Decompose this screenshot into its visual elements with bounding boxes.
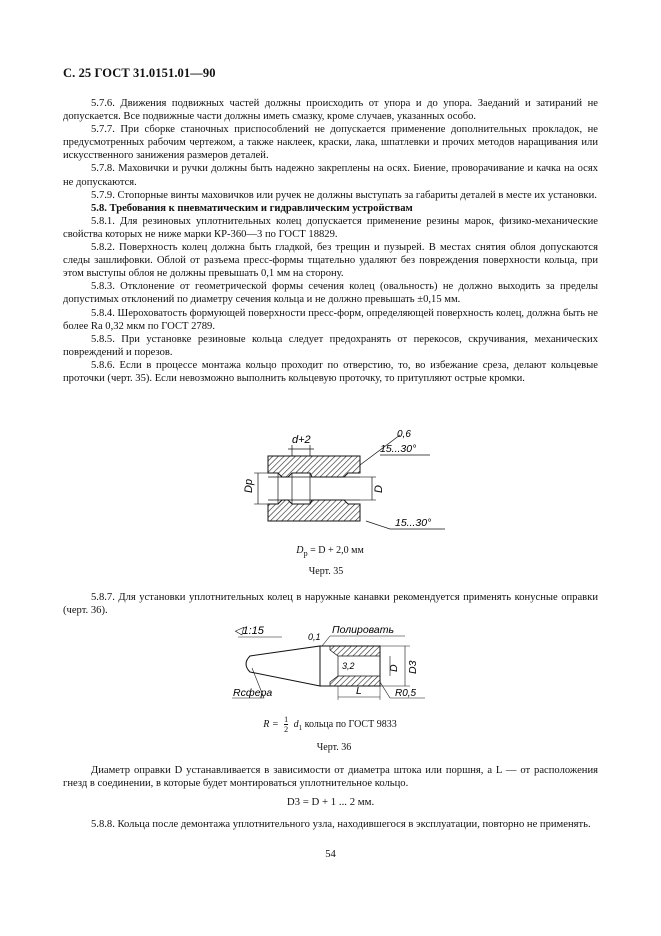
fig35-label-d2: d+2 [292, 434, 311, 446]
fig35-formula-rest: = D + 2,0 мм [310, 545, 364, 556]
fig35-label-angle-top: 15...30° [380, 443, 417, 455]
fig35-formula-d: D [296, 545, 304, 556]
paragraph-5-8-1: 5.8.1. Для резиновых уплотнительных колец допускается применение резины марок, физико-механические свойства которых не ниже марки КР-360—3 по ГОСТ 18829. [63, 215, 598, 240]
fig36-label-polish: Полировать [332, 624, 395, 636]
paragraph-5-8-8: 5.8.8. Кольца после демонтажа уплотнительного узла, находившегося в эксплуатации, повторно не применять. [91, 819, 591, 830]
fig35-label-d: D [373, 485, 385, 493]
fig35-label-r06: 0,6 [397, 429, 411, 440]
paragraph-5-7-9: 5.7.9. Стопорные винты маховичков или ручек не должны выступать за габариты деталей в месте их установки. [91, 189, 597, 201]
fig36-label-d: D [388, 664, 400, 672]
paragraph-5-8-2: 5.8.2. Поверхность колец должна быть гладкой, без трещин и пузырей. В местах снятия облоя допускаются следы зашлифовки. Облой от разъема пресс-формы тщательно удаляют без повреждения поверхности кольца, при этом выступы облоя не должны превышать 0,1 мм на сторону. [63, 242, 598, 280]
paragraph-diameter: Диаметр оправки D устанавливается в зависимости от диаметра штока или поршня, а L — от расположения гнезд в соединении, в которые будет монтироваться уплотнительное кольцо. [63, 765, 598, 790]
fig35-formula [180, 545, 480, 558]
paragraph-5-8-6: 5.8.6. Если в процессе монтажа кольцо проходит по отверстию, то, во избежание среза, делают кольцевые проточки (черт. 35). Если невозможно выполнить кольцевую проточку, то притупляют острые кромки. [63, 359, 598, 384]
fig36-formula-d: d [293, 718, 299, 730]
fig36-label-d3: D3 [407, 660, 419, 674]
fig35-label-angle-bottom: 15...30° [395, 517, 432, 529]
figure-36-drawing [230, 620, 460, 710]
main-text [63, 97, 598, 385]
paragraph-5-8-7-block [63, 591, 598, 617]
paragraph-5-8-3: 5.8.3. Отклонение от геометрической формы сечения колец (овальность) не должно выходить за пределы допустимых отклонений по диаметру сечения кольца и не должно превышать ±0,15 мм. [63, 281, 598, 306]
fig35-formula-sub: р [303, 549, 308, 558]
formula-d3: D3 = D + 1 ... 2 мм. [286, 796, 375, 808]
figure-35-drawing [230, 425, 450, 540]
fig36-formula-rest: кольца по ГОСТ 9833 [304, 718, 397, 730]
fig36-formula-den: 2 [284, 725, 289, 734]
paragraph-5-8-7: 5.8.7. Для установки уплотнительных колец в наружные канавки рекомендуется применять конусные оправки (черт. 36). [63, 592, 598, 617]
paragraph-5-7-7: 5.7.7. При сборке станочных приспособлений не допускается применение дополнительных прокладок, не предусмотренных рабочим чертежом, а также наклеек, краски, лака, шпатлевки и прочих методов наращивания или искусственного занижения размеров деталей. [63, 124, 598, 162]
fig36-label-rsphere: Rсфера [233, 687, 273, 699]
fig36-label-l: L [356, 685, 362, 697]
fig36-formula-r: R = [263, 718, 279, 730]
fig36-label-r05: R0,5 [395, 688, 417, 699]
fig35-label-dp: Dр [243, 478, 255, 493]
fig36-formula [180, 715, 480, 734]
paragraph-diameter-block [63, 764, 598, 790]
page-header: С. 25 ГОСТ 31.0151.01—90 [63, 66, 216, 80]
fig36-label-32: 3,2 [342, 661, 355, 671]
paragraph-5-8-5: 5.8.5. При установке резиновые кольца следует предохранять от перекосов, скручивания, механических повреждений и порезов. [63, 333, 598, 358]
section-heading-5-8: 5.8. Требования к пневматическим и гидравлическим устройствам [91, 202, 413, 214]
fig36-formula-sub: 1 [298, 723, 303, 732]
fig36-label-01: 0,1 [308, 632, 321, 642]
paragraph-5-7-8: 5.7.8. Маховички и ручки должны быть надежно закреплены на осях. Биение, проворачивание и качка на осях не допускаются. [63, 163, 598, 188]
fig36-caption: Черт. 36 [316, 742, 352, 753]
fig36-label-taper: ◁1:15 [234, 625, 264, 637]
paragraph-5-7-6: 5.7.6. Движения подвижных частей должны происходить от упора и до упора. Заеданий и затираний не допускается. Все подвижные части должны иметь смазку, кроме случаев, указанных особо. [63, 98, 598, 123]
paragraph-5-8-8-block [63, 818, 598, 831]
page-number: 54 [325, 849, 336, 860]
fig36-formula-num: 1 [284, 715, 289, 724]
fig35-caption: Черт. 35 [308, 566, 344, 577]
paragraph-5-8-4: 5.8.4. Шероховатость формующей поверхности пресс-форм, определяющей поверхность колец, должна быть не более Ra 0,32 мкм по ГОСТ 2789. [63, 307, 598, 332]
